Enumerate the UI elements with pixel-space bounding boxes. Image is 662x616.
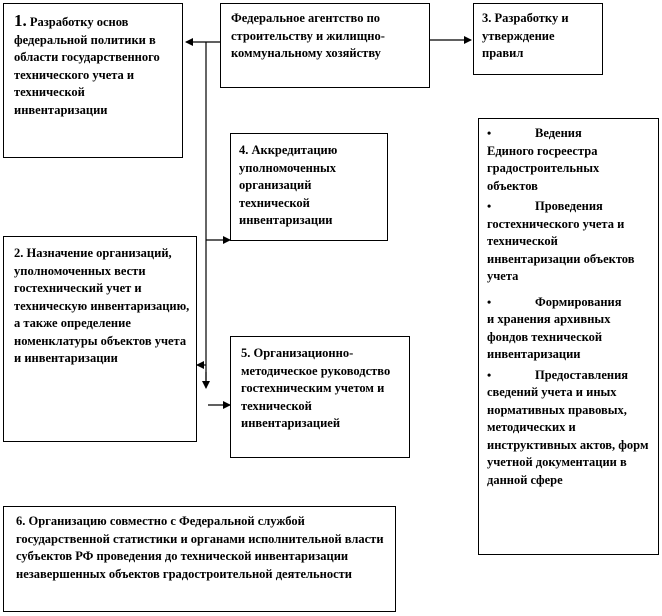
box-1-label: Разработку основ федеральной политики в области государственного технического учета и технической инвентаризации: [14, 15, 160, 117]
box-5-methodology: [230, 336, 410, 458]
box-2-label: 2. Назначение организаций, уполномоченных вести гостехнический учет и техническую инвентаризацию, а также определение номенклатуры объектов учета и инвентаризации: [14, 246, 190, 365]
function-item-3: [487, 294, 652, 364]
agency-label: Федеральное агентство по строительству и жилищно-коммунальному хозяйству: [231, 11, 385, 60]
box-6-organization: [3, 506, 396, 612]
function-item-3-rest: и хранения архивных фондов технической инвентаризации: [487, 312, 611, 361]
box-5-label: 5. Организационно-методическое руководство гостехническим учетом и технической инвентаризацией: [241, 346, 391, 430]
bullet-icon: •: [487, 126, 492, 140]
function-item-4: [487, 367, 652, 490]
box-6-label: 6. Организацию совместно с Федеральной службой государственной статистики и органами исполнительной власти субъектов РФ проведения до технической инвентаризации незавершенных объектов градостроительной деятельности: [16, 514, 384, 581]
box-2-appointment: [3, 236, 197, 442]
bullet-icon: •: [487, 199, 492, 213]
functions-box: [478, 118, 659, 555]
function-item-2: [487, 198, 652, 286]
function-item-3-first: Формирования: [535, 294, 622, 309]
box-1-text: [14, 12, 176, 119]
box-3-label: 3. Разработку и утверждение правил: [482, 11, 569, 60]
box-4-accreditation: [230, 133, 388, 241]
agency-box: [220, 3, 430, 88]
function-item-1-rest: Единого госреестра градостроительных объектов: [487, 143, 600, 193]
bullet-icon: •: [487, 367, 492, 382]
function-item-2-first: Проведения: [535, 199, 603, 213]
functions-list: [487, 125, 652, 489]
function-item-4-rest: сведений учета и иных нормативных правовых, методических и инструктивных актов, форм учетной документации в данной сфере: [487, 385, 649, 487]
bullet-icon: •: [487, 294, 492, 309]
function-item-2-rest: гостехнического учета и технической инвентаризации объектов учета: [487, 216, 635, 283]
box-4-label: 4. Аккредитацию уполномоченных организаций технической инвентаризации: [239, 143, 338, 227]
function-item-1: [487, 125, 652, 195]
function-item-1-first: Ведения: [535, 126, 582, 140]
box-3-rules: [473, 3, 603, 75]
function-item-4-first: Предоставления: [535, 367, 629, 382]
box-1-number: 1.: [14, 11, 27, 30]
box-1-policy: [3, 3, 183, 158]
